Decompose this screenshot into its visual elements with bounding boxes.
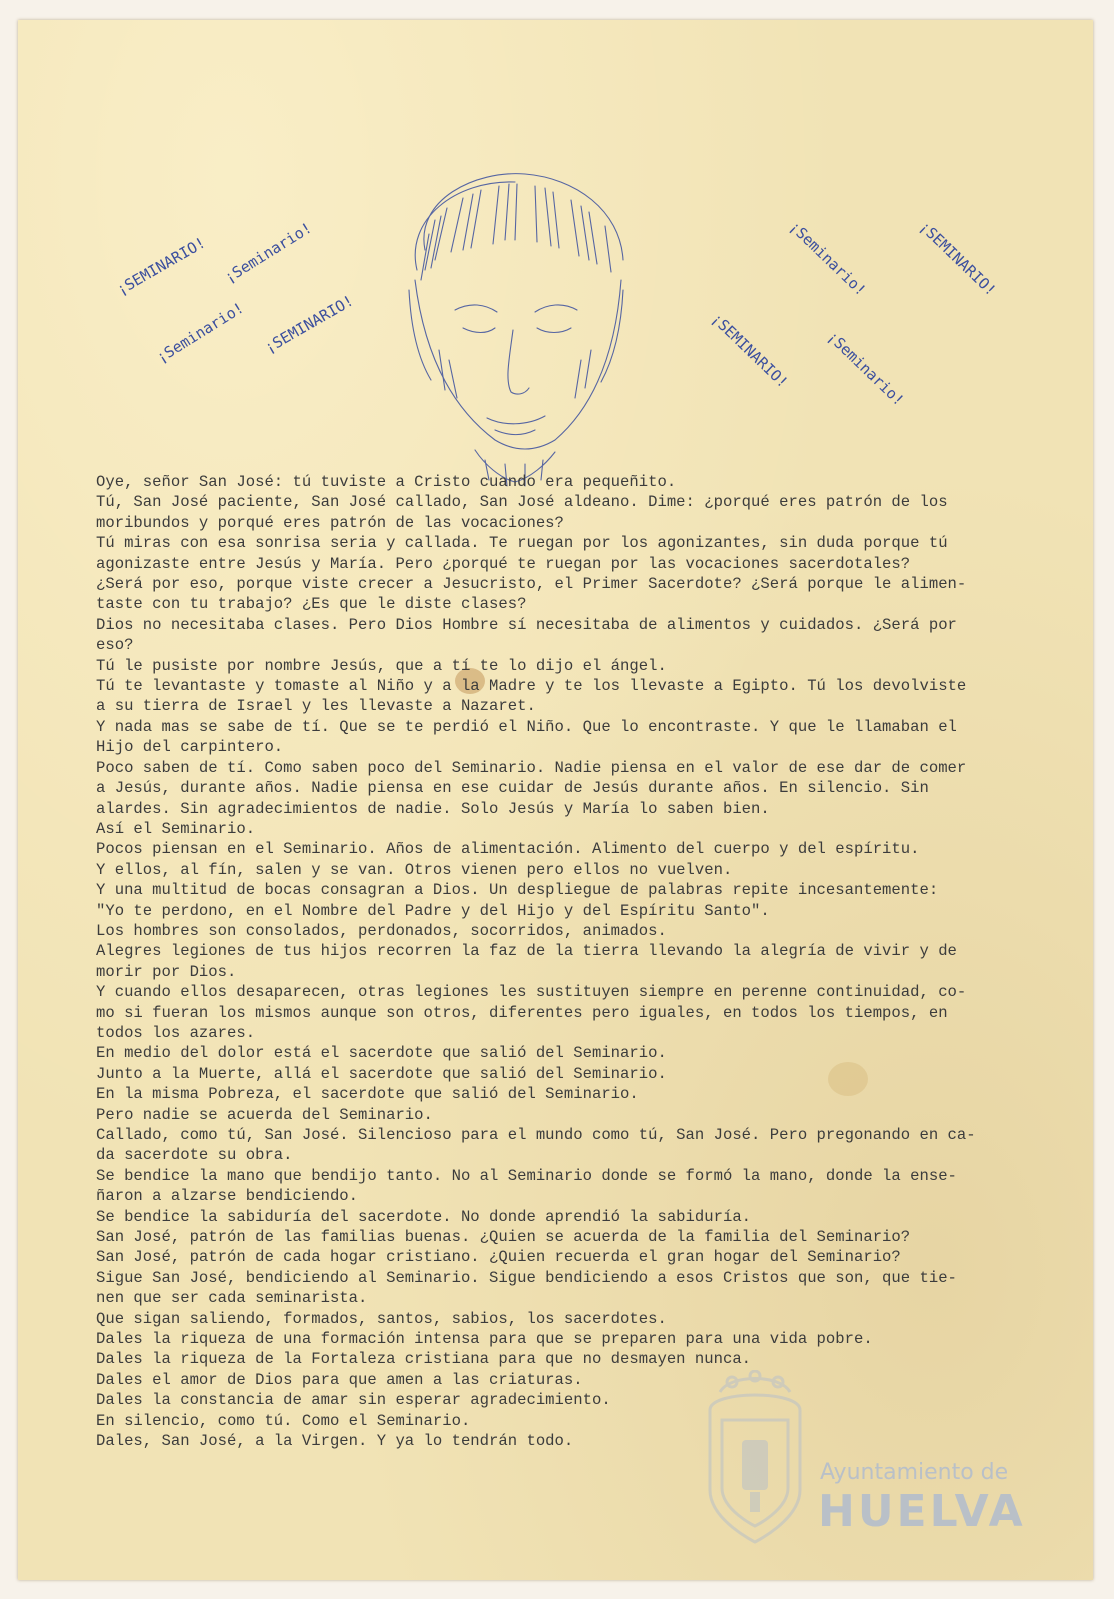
text-line: Se bendice la mano que bendijo tanto. No al Seminario donde se formó la mano, donde la ense- <box>96 1166 957 1185</box>
text-line: todos los azares. <box>96 1023 256 1042</box>
text-line: Dales la constancia de amar sin esperar agradecimiento. <box>96 1391 611 1410</box>
text-line: Junto a la Muerte, allá el sacerdote que salió del Seminario. <box>96 1064 667 1083</box>
text-line: Los hombres son consolados, perdonados, socorridos, animados. <box>96 921 667 940</box>
text-line: ¿Será por eso, porque viste crecer a Jesucristo, el Primer Sacerdote? ¿Será porque le alimen- <box>96 575 967 594</box>
text-line: Dales la riqueza de la Fortaleza cristiana para que no desmayen nunca. <box>96 1350 752 1369</box>
text-line: Dales, San José, a la Virgen. Y ya lo tendrán todo. <box>96 1432 574 1451</box>
stamp-seminario: ¡SEMINARIO! <box>113 233 209 299</box>
text-line: nen que ser cada seminarista. <box>96 1289 368 1308</box>
text-line: Que sigan saliendo, formados, santos, sabios, los sacerdotes. <box>96 1309 667 1328</box>
text-line: a su tierra de Israel y les llevaste a Nazaret. <box>96 697 536 716</box>
text-line: Pero nadie se acuerda del Seminario. <box>96 1105 433 1124</box>
text-line: San José, patrón de las familias buenas. ¿Quien se acuerda de la familia del Seminario? <box>96 1228 911 1247</box>
text-line: Sigue San José, bendiciendo al Seminario. Sigue bendiciendo a esos Cristos que son, que tie- <box>96 1268 957 1287</box>
text-line: Así el Seminario. <box>96 819 256 838</box>
text-line: ñaron a alzarse bendiciendo. <box>96 1187 359 1206</box>
text-line: Oye, señor San José: tú tuviste a Cristo cuando era pequeñito. <box>96 473 677 491</box>
text-line: da sacerdote su obra. <box>96 1146 293 1165</box>
letter-body <box>96 472 1056 1452</box>
text-line: alardes. Sin agradecimientos de nadie. Solo Jesús y María lo saben bien. <box>96 799 770 818</box>
text-line: morir por Dios. <box>96 962 237 981</box>
text-line: taste con tu trabajo? ¿Es que le diste clases? <box>96 595 527 614</box>
text-line: En la misma Pobreza, el sacerdote que salió del Seminario. <box>96 1085 639 1104</box>
text-line: Y cuando ellos desaparecen, otras legiones les sustituyen siempre en perenne continuidad, co- <box>96 983 967 1002</box>
text-line: Dales la riqueza de una formación intensa para que se preparen para una vida pobre. <box>96 1330 873 1349</box>
text-line: San José, patrón de cada hogar cristiano. ¿Quien recuerda el gran hogar del Seminario? <box>96 1248 901 1267</box>
stamp-seminario: ¡SEMINARIO! <box>707 309 792 392</box>
text-line: Tú le pusiste por nombre Jesús, que a tí te lo dijo el ángel. <box>96 656 667 675</box>
text-line: Tú, San José paciente, San José callado, San José aldeano. Dime: ¿porqué eres patrón de los <box>96 493 948 512</box>
text-line: Poco saben de tí. Como saben poco del Seminario. Nadie piensa en el valor de ese dar de comer <box>96 758 967 777</box>
stamp-seminario: ¡Seminario! <box>221 218 316 287</box>
text-line: Dales el amor de Dios para que amen a las criaturas. <box>96 1370 583 1389</box>
stamp-seminario: ¡Seminario! <box>153 298 248 367</box>
text-line: mo si fueran los mismos aunque son otros, diferentes pero iguales, en todos los tiempos, en <box>96 1003 948 1022</box>
text-line: eso? <box>96 636 134 655</box>
text-line: Y nada mas se sabe de tí. Que se te perdió el Niño. Que lo encontraste. Y que le llamaban el <box>96 717 957 736</box>
text-line: Hijo del carpintero. <box>96 738 284 757</box>
text-line: En medio del dolor está el sacerdote que salió del Seminario. <box>96 1044 667 1063</box>
stamp-seminario: ¡SEMINARIO! <box>261 291 357 357</box>
text-line: "Yo te perdono, en el Nombre del Padre y del Hijo y del Espíritu Santo". <box>96 901 770 920</box>
text-line: Pocos piensan en el Seminario. Años de alimentación. Alimento del cuerpo y del espíritu. <box>96 840 920 859</box>
text-line: Callado, como tú, San José. Silencioso para el mundo como tú, San José. Pero pregonando en ca- <box>96 1126 976 1144</box>
watermark-title-line2: HUELVA <box>818 1486 1026 1537</box>
text-line: Y ellos, al fín, salen y se van. Otros vienen pero ellos no vuelven. <box>96 860 733 879</box>
text-line: En silencio, como tú. Como el Seminario. <box>96 1411 471 1430</box>
text-line: Dios no necesitaba clases. Pero Dios Hombre sí necesitaba de alimentos y cuidados. ¿Será por <box>96 615 957 634</box>
text-line: Tú miras con esa sonrisa seria y callada. Te ruegan por los agonizantes, sin duda porque tú <box>96 534 948 553</box>
stamp-seminario: ¡SEMINARIO! <box>915 217 1000 300</box>
text-line: a Jesús, durante años. Nadie piensa en ese cuidar de Jesús durante años. En silencio. Sin <box>96 779 929 798</box>
text-line: Y una multitud de bocas consagran a Dios. Un despliegue de palabras repite incesantemente: <box>96 881 939 900</box>
watermark-title-line1: Ayuntamiento de <box>820 1460 1009 1485</box>
text-line: Alegres legiones de tus hijos recorren la faz de la tierra llevando la alegría de vivir y de <box>96 942 957 961</box>
face-sketch-illustration <box>385 160 635 490</box>
text-line: Se bendice la sabiduría del sacerdote. No donde aprendió la sabiduría. <box>96 1207 752 1226</box>
text-line: Tú te levantaste y tomaste al Niño y a la Madre y te los llevaste a Egipto. Tú los devolviste <box>96 677 967 696</box>
stamp-seminario: ¡Seminario! <box>785 217 870 300</box>
text-line: moribundos y porqué eres patrón de las vocaciones? <box>96 513 564 532</box>
stamp-seminario: ¡Seminario! <box>823 327 908 410</box>
text-line: agonizaste entre Jesús y María. Pero ¿porqué te ruegan por las vocaciones sacerdotales? <box>96 554 911 573</box>
